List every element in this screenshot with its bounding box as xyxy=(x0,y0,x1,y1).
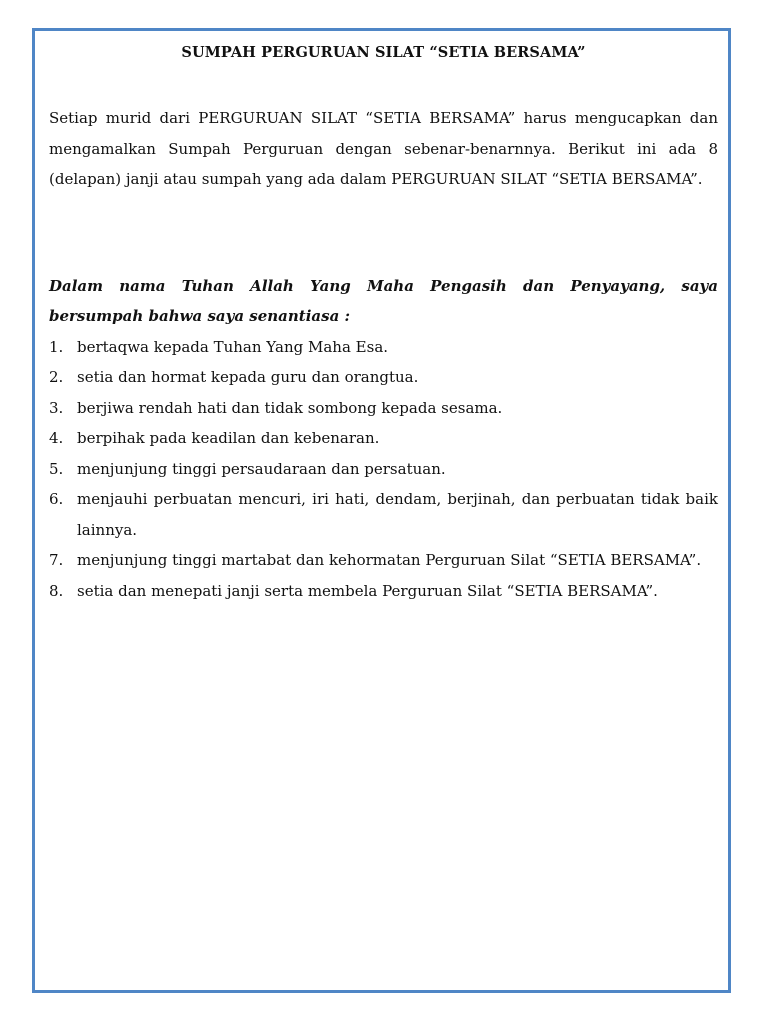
promise-item-4 xyxy=(49,423,718,454)
promise-list xyxy=(49,332,718,607)
oath-intro: Dalam nama Tuhan Allah Yang Maha Pengasih dan Penyayang, saya bersumpah bahwa saya senantiasa : xyxy=(49,276,718,325)
promise-text-2: setia dan hormat kepada guru dan orangtua. xyxy=(77,368,419,386)
promise-text-7: menjunjung tinggi martabat dan kehormatan Perguruan Silat “SETIA BERSAMA”. xyxy=(77,551,702,569)
promise-item-8 xyxy=(49,576,718,607)
promise-number-6: 6. xyxy=(49,490,64,508)
promise-text-5: menjunjung tinggi persaudaraan dan persatuan. xyxy=(77,459,446,478)
promise-text-3: berjiwa rendah hati dan tidak sombong kepada sesama. xyxy=(77,398,503,417)
promise-number-8: 8. xyxy=(49,581,64,600)
promise-item-6 xyxy=(49,484,718,545)
promise-text-1: bertaqwa kepada Tuhan Yang Maha Esa. xyxy=(77,337,389,356)
promise-item-5 xyxy=(49,454,718,485)
promise-item-1 xyxy=(49,332,718,363)
promise-item-7 xyxy=(49,545,718,576)
promise-number-3: 3. xyxy=(49,398,64,417)
promise-item-3 xyxy=(49,393,718,424)
promise-text-6: menjauhi perbuatan mencuri, iri hati, dendam, berjinah, dan perbuatan tidak baik lainnya. xyxy=(77,490,718,539)
document-title: SUMPAH PERGURUAN SILAT “SETIA BERSAMA” xyxy=(181,44,586,61)
promise-item-2 xyxy=(49,362,718,393)
promise-number-4: 4. xyxy=(49,429,64,447)
intro-paragraph: Setiap murid dari PERGURUAN SILAT “SETIA BERSAMA” harus mengucapkan dan mengamalkan Sumpah Perguruan dengan sebenar-benarnnya. Berikut ini ada 8 (delapan) janji atau sumpah yang ada dalam PERGURUAN SILAT “SETIA BERSAMA”. xyxy=(49,109,718,188)
promise-number-7: 7. xyxy=(49,551,64,569)
promise-text-4: berpihak pada keadilan dan kebenaran. xyxy=(77,429,380,447)
promise-number-2: 2. xyxy=(49,368,64,386)
document-content xyxy=(49,41,718,606)
promise-number-5: 5. xyxy=(49,459,64,478)
promise-number-1: 1. xyxy=(49,337,64,356)
promise-text-8: setia dan menepati janji serta membela Perguruan Silat “SETIA BERSAMA”. xyxy=(77,581,658,600)
